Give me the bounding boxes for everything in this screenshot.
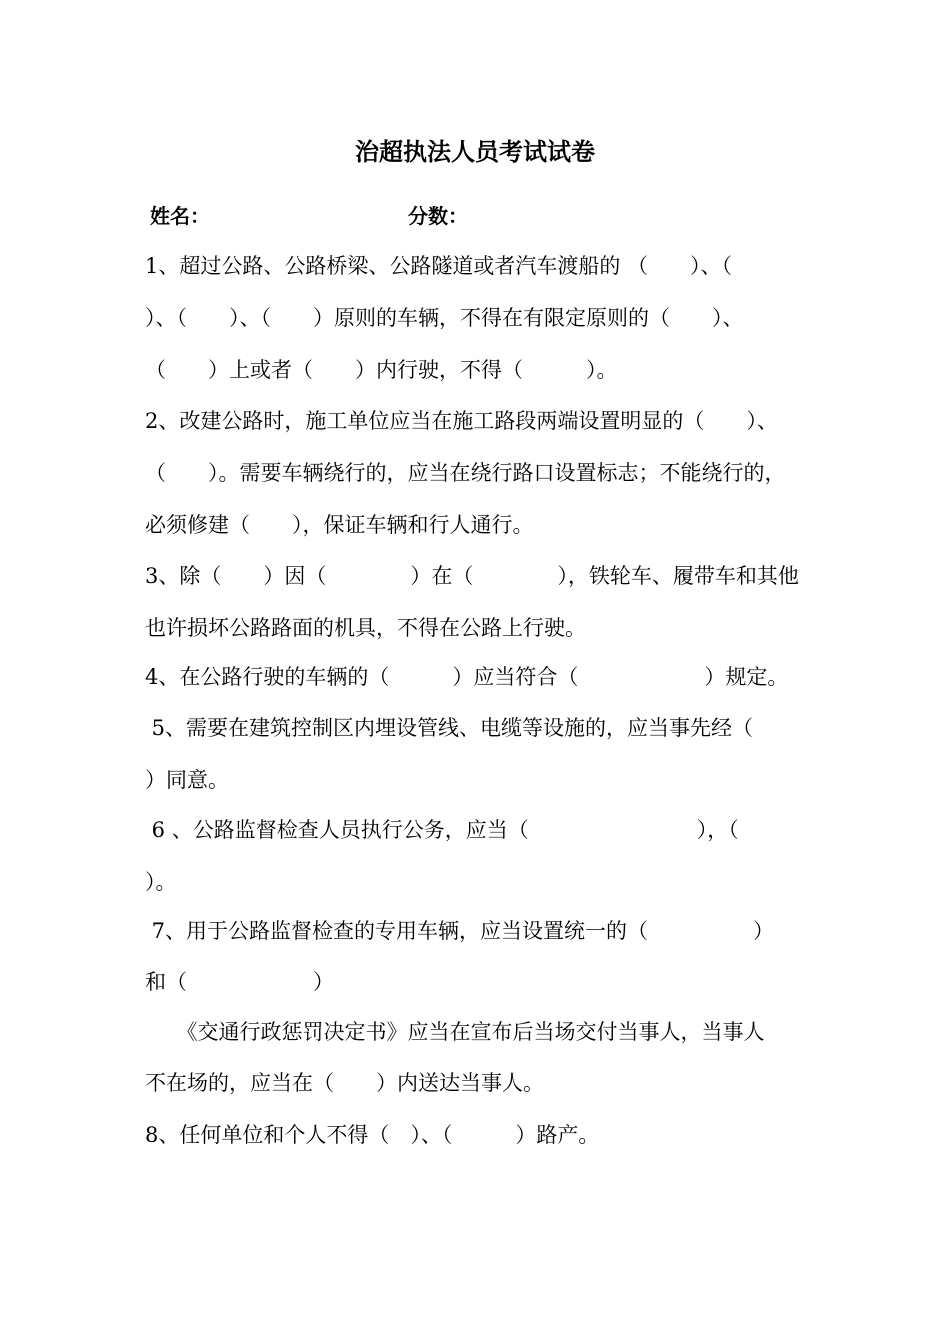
question-3-line-2: 也许损坏公路路面的机具，不得在公路上行驶。 [145, 616, 586, 640]
question-3-line-1: 3、除（ ）因（ ）在（ ），铁轮车、履带车和其他 [145, 564, 799, 588]
question-2-line-2: （ ）。需要车辆绕行的，应当在绕行路口设置标志；不能绕行的， [145, 461, 786, 485]
question-8-line-1: 8、任何单位和个人不得（ ）、（ ）路产。 [145, 1123, 600, 1147]
name-label: 姓名： [150, 204, 210, 228]
question-1-line-2: ）、（ ）、（ ）原则的车辆，不得在有限定原则的（ ）、 [145, 306, 744, 330]
question-2-line-3: 必须修建（ ），保证车辆和行人通行。 [145, 513, 534, 537]
score-label: 分数： [408, 204, 468, 228]
question-6-line-1: 6 、公路监督检查人员执行公务，应当（ ），（ [145, 818, 739, 842]
question-5-line-1: 5、需要在建筑控制区内埋设管线、电缆等设施的，应当事先经（ [145, 716, 754, 740]
question-6-line-2: ）。 [145, 870, 177, 894]
paragraph-line-2: 不在场的，应当在（ ）内送达当事人。 [145, 1071, 544, 1095]
question-7-line-1: 7、用于公路监督检查的专用车辆，应当设置统一的（ ） [145, 919, 775, 943]
question-4-line-1: 4、在公路行驶的车辆的（ ）应当符合（ ）规定。 [145, 665, 789, 689]
question-1-line-1: 1、超过公路、公路桥梁、公路隧道或者汽车渡船的 （ ）、（ [145, 254, 733, 278]
page-title: 治超执法人员考试试卷 [355, 137, 595, 166]
question-5-line-2: ）同意。 [145, 768, 229, 792]
question-1-line-3: （ ）上或者（ ）内行驶，不得（ ）。 [145, 358, 618, 382]
question-2-line-1: 2、改建公路时，施工单位应当在施工路段两端设置明显的（ ）、 [145, 409, 778, 433]
question-7-line-2: 和（ ） [145, 970, 334, 994]
paragraph-line-1: 《交通行政惩罚决定书》应当在宣布后当场交付当事人，当事人 [145, 1020, 765, 1044]
